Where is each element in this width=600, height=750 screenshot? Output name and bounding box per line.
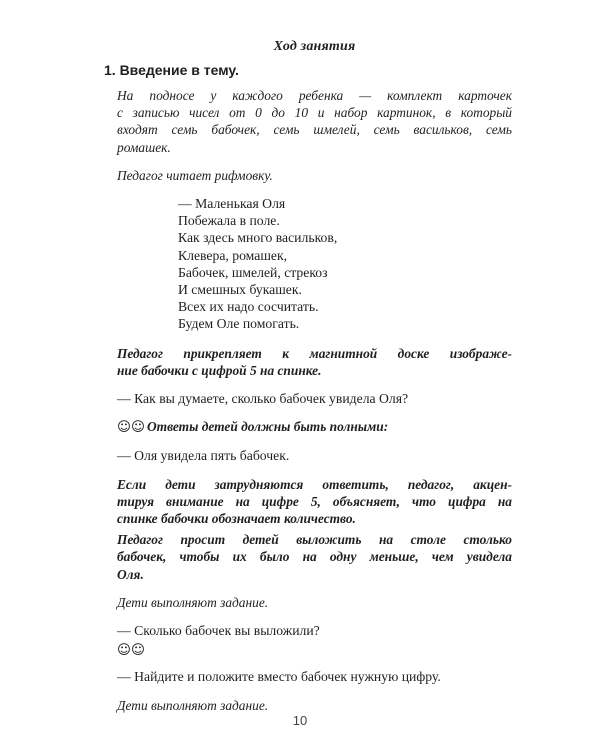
- teacher-attaches-line: ние бабочки с цифрой 5 на спинке.: [117, 362, 322, 378]
- teacher-attaches-line: Педагог прикрепляет к магнитной доске изображе-: [117, 345, 512, 361]
- poem-line: Клевера, ромашек,: [178, 247, 288, 263]
- materials-line: с записью чисел от 0 до 10 и набор картинок, в который: [117, 105, 512, 121]
- task-line: Оля.: [117, 566, 144, 582]
- task-paragraph: [117, 531, 512, 583]
- materials-line: ромашек.: [117, 139, 171, 155]
- task-line: бабочек, чтобы их было на одну меньше, чем увидела: [117, 549, 512, 565]
- poem-line: Как здесь много васильков,: [178, 230, 338, 246]
- difficulty-line: тируя внимание на цифре 5, объясняет, что цифра на: [117, 493, 512, 509]
- materials-line: входят семь бабочек, семь шмелей, семь васильков, семь: [117, 122, 512, 138]
- answers-note-text: Ответы детей должны быть полными:: [147, 419, 389, 435]
- poem-line: — Маленькая Оля: [178, 196, 286, 212]
- poem-line: И смешных букашек.: [178, 282, 302, 298]
- page-content: [104, 38, 512, 725]
- materials-paragraph: [117, 87, 512, 156]
- materials-line: На подносе у каждого ребенка — комплект карточек: [117, 88, 512, 103]
- difficulty-paragraph: [117, 476, 512, 528]
- lesson-progress-title: Ход занятия: [273, 39, 356, 54]
- poem-line: Будем Оле помогать.: [178, 316, 300, 332]
- difficulty-line: спинке бабочки обозначает количество.: [117, 511, 356, 527]
- question-two: — Сколько бабочек вы выложили?: [117, 623, 320, 639]
- children-do-task-1: Дети выполняют задание.: [117, 594, 269, 610]
- teacher-reads-text: Педагог читает рифмовку.: [117, 167, 273, 183]
- poem-line: Побежала в поле.: [178, 213, 280, 229]
- children-do-task-2: Дети выполняют задание.: [117, 697, 269, 713]
- poem-line: Всех их надо сосчитать.: [178, 299, 319, 315]
- teacher-attaches-paragraph: [117, 345, 512, 379]
- question-one: — Как вы думаете, сколько бабочек увидела Оля?: [117, 391, 409, 407]
- poem-line: Бабочек, шмелей, стрекоз: [178, 264, 328, 280]
- answers-note-row: [117, 418, 512, 436]
- answer-one: — Оля увидела пять бабочек.: [117, 448, 290, 464]
- smiley-row: [117, 641, 512, 659]
- intro-heading: 1. Введение в тему.: [104, 62, 239, 78]
- poem-block: [178, 195, 512, 333]
- page-number: 10: [292, 713, 308, 728]
- smiley-pair-icon: ☺☺: [117, 643, 145, 659]
- difficulty-line: Если дети затрудняются ответить, педагог, акцен-: [117, 476, 512, 492]
- task-line: Педагог просит детей выложить на столе столько: [117, 532, 512, 548]
- instruction-two: — Найдите и положите вместо бабочек нужную цифру.: [117, 669, 441, 685]
- smiley-pair-icon: ☺☺: [117, 420, 145, 436]
